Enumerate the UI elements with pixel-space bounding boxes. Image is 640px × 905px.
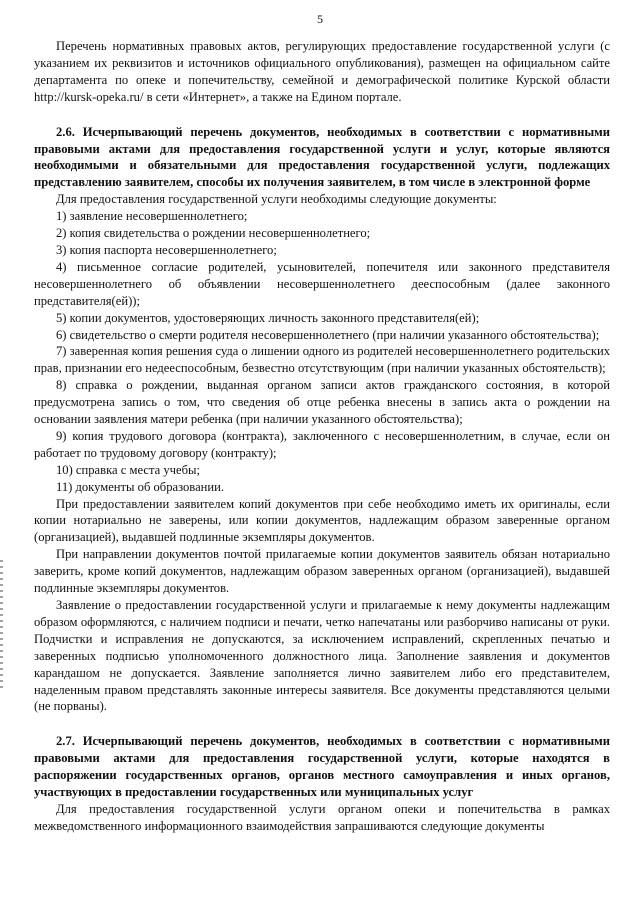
list-item-2: 2) копия свидетельства о рождении несовершеннолетнего; (56, 226, 371, 241)
list-item-4: 4) письменное согласие родителей, усыновителей, попечителя или законного представителя несовершеннолетнего об объявлении несовершеннолетнего дееспособным (далее законного представителя(ей)); (34, 259, 610, 308)
list-item-11: 11) документы об образовании. (56, 479, 225, 494)
list-item-10: 10) справка с места учебы; (56, 462, 200, 477)
list-item-6: 6) свидетельство о смерти родителя несовершеннолетнего (при наличии указанного обстоятельства); (56, 327, 600, 342)
section-2-7-heading: 2.7. Исчерпывающий перечень документов, необходимых в соответствии с нормативными правовыми актами для предоставления государственной услуги, которые находятся в распоряжении государственных органов, органов местного самоуправления и иных органов, участвующих в предоставлении государственных или муниципальных услуг (34, 734, 610, 800)
list-item-9: 9) копия трудового договора (контракта), заключенного с несовершеннолетним, в случае, если он работает по трудовому договору (контракту); (34, 428, 610, 460)
mail-paragraph: При направлении документов почтой прилагаемые копии документов заявитель обязан нотариально заверить, кроме копий документов, надлежащим образом заверенных органом (организацией), выдавшей подлинные экземпляры документов. (34, 547, 610, 596)
list-item-1: 1) заявление несовершеннолетнего; (56, 209, 248, 224)
copies-paragraph: При предоставлении заявителем копий документов при себе необходимо иметь их оригиналы, если копии нотариально не заверены, или копии документов, надлежащим образом заверенные органом (организацией), выдавшей подлинные экземпляры документов. (34, 496, 610, 545)
section-2-6-heading: 2.6. Исчерпывающий перечень документов, необходимых в соответствии с нормативными правовыми актами для предоставления государственной услуги и услуг, которые являются необходимыми и обязательными для предоставления государственной услуги, подлежащих представлению заявителем, способы их получения заявителем, в том числе в электронной форме (34, 124, 610, 190)
section-2-7-lead: Для предоставления государственной услуги органом опеки и попечительства в рамках межведомственного информационного взаимодействия запрашиваются следующие документы (34, 801, 610, 833)
scan-edge-mark (0, 560, 3, 690)
list-item-5: 5) копии документов, удостоверяющих личность законного представителя(ей); (56, 310, 480, 325)
intro-paragraph: Перечень нормативных правовых актов, регулирующих предоставление государственной услуги (с указанием их реквизитов и источников официального опубликования), размещен на официальном сайте департамента по опеке и попечительству, семейной и демографической политике Курской области http://kursk-opeka.ru/ в сети «Интернет», а также на Едином портале. (34, 39, 610, 104)
list-item-7: 7) заверенная копия решения суда о лишении одного из родителей несовершеннолетнего родительских прав, признании его недееспособным, безвестно отсутствующим (при наличии указанных обстоятельств); (34, 344, 610, 376)
list-item-3: 3) копия паспорта несовершеннолетнего; (56, 242, 277, 257)
section-2-6-lead: Для предоставления государственной услуги необходимы следующие документы: (56, 192, 497, 207)
page-number: 5 (317, 12, 323, 26)
application-requirements-paragraph: Заявление о предоставлении государственной услуги и прилагаемые к нему документы надлежащим образом оформляются, с наличием подписи и печати, четко напечатаны или разборчиво написаны от руки. Подчистки и исправления не допускаются, за исключением исправлений, скрепленных печатью и заверенных подписью уполномоченного должностного лица. Заполнение заявления и документов карандашом не допускается. Заявление заполняется лично заявителем либо его представителем, наделенным правом представлять законные интересы заявителя. Все документы представляются целыми (не порваны). (34, 598, 610, 714)
list-item-8: 8) справка о рождении, выданная органом записи актов гражданского состояния, в которой предусмотрена запись о том, что сведения об отце ребенка внесены в запись акта о рождении на основании заявления матери ребенка (при наличии указанного обстоятельства); (34, 378, 610, 427)
